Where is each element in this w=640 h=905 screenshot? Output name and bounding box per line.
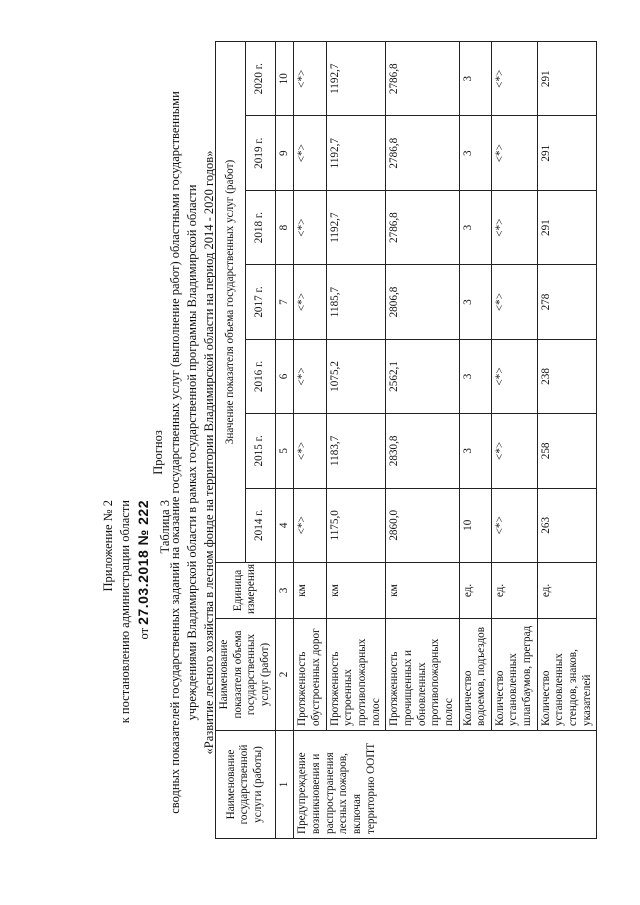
value-cell: 278	[537, 265, 597, 339]
value-cell: 1075,2	[326, 339, 386, 413]
column-number: 9	[275, 116, 294, 190]
indicator-name: Протяженность обустроенных дорог	[294, 619, 326, 731]
appendix-date-prefix: от	[136, 627, 151, 640]
value-cell: 1192,7	[326, 116, 386, 190]
value-cell: <*>	[491, 265, 537, 339]
table-row	[294, 42, 326, 839]
column-number: 10	[275, 42, 294, 116]
value-cell: <*>	[294, 265, 326, 339]
column-number-row	[275, 42, 294, 839]
appendix-date-number: 27.03.2018 № 222	[134, 500, 151, 625]
appendix-line-1: Приложение № 2	[101, 500, 115, 592]
header-values: Значение показателя объема государственных услуг (работ)	[216, 42, 246, 563]
value-cell: 3	[459, 339, 491, 413]
value-cell: 1183,7	[326, 414, 386, 488]
header-service: Наименование государственной услуги (работы)	[216, 731, 276, 839]
value-cell: 2786,8	[386, 190, 459, 264]
indicator-name: Протяженность устроенных противопожарных полос	[326, 619, 386, 731]
column-number: 3	[275, 563, 294, 619]
appendix-line-2: к постановлению администрации области	[117, 500, 132, 724]
value-cell: 3	[459, 42, 491, 116]
indicator-name: Количество установленных шлагбаумов, преград	[491, 619, 537, 731]
value-cell: 3	[459, 116, 491, 190]
unit-cell: ед.	[459, 563, 491, 619]
value-cell: 2786,8	[386, 116, 459, 190]
header-year: 2016 г.	[245, 339, 275, 413]
value-cell: 3	[459, 190, 491, 264]
value-cell: <*>	[491, 42, 537, 116]
column-number: 7	[275, 265, 294, 339]
appendix-block	[100, 500, 153, 723]
title-line-3: учреждениями Владимирской области в рамках государственной программы Владимирской области	[184, 184, 199, 721]
unit-cell: ед.	[537, 563, 597, 619]
title-line-2: сводных показателей государственных заданий на оказание государственных услуг (выполнение работ) областными государственными	[167, 91, 182, 814]
value-cell: <*>	[491, 414, 537, 488]
unit-cell: км	[386, 563, 459, 619]
value-cell: 3	[459, 414, 491, 488]
value-cell: 258	[537, 414, 597, 488]
table-row	[459, 42, 491, 839]
value-cell: 1185,7	[326, 265, 386, 339]
value-cell: <*>	[491, 488, 537, 562]
value-cell: 2860,0	[386, 488, 459, 562]
header-unit: Единица измерения	[216, 563, 276, 619]
value-cell: 291	[537, 116, 597, 190]
table-row	[537, 42, 597, 839]
value-cell: <*>	[294, 414, 326, 488]
service-name: Предупреждение возникновения и распространения лесных пожаров, включая территорию ООПТ	[294, 731, 597, 839]
value-cell: 263	[537, 488, 597, 562]
column-number: 5	[275, 414, 294, 488]
column-number: 2	[275, 619, 294, 731]
table-row	[326, 42, 386, 839]
value-cell: 1192,7	[326, 190, 386, 264]
value-cell: 10	[459, 488, 491, 562]
value-cell: <*>	[491, 339, 537, 413]
header-year: 2017 г.	[245, 265, 275, 339]
indicator-name: Количество водоемов, подъездов	[459, 619, 491, 731]
value-cell: <*>	[294, 339, 326, 413]
column-number: 4	[275, 488, 294, 562]
value-cell: 1192,7	[326, 42, 386, 116]
unit-cell: км	[326, 563, 386, 619]
table-row	[491, 42, 537, 839]
value-cell: 291	[537, 42, 597, 116]
value-cell: <*>	[491, 190, 537, 264]
forecast-table	[215, 41, 597, 839]
indicator-name: Протяженность прочищенных и обновленных противопожарных полос	[386, 619, 459, 731]
column-number: 1	[275, 731, 294, 839]
unit-cell: ед.	[491, 563, 537, 619]
value-cell: 3	[459, 265, 491, 339]
value-cell: 291	[537, 190, 597, 264]
header-year: 2015 г.	[245, 414, 275, 488]
value-cell: <*>	[491, 116, 537, 190]
document-title	[150, 0, 218, 905]
value-cell: <*>	[294, 116, 326, 190]
value-cell: 1175,0	[326, 488, 386, 562]
value-cell: 238	[537, 339, 597, 413]
table-row	[386, 42, 459, 839]
value-cell: 2806,8	[386, 265, 459, 339]
indicator-name: Количество установленных стендов, знаков, указателей	[537, 619, 597, 731]
header-year: 2014 г.	[245, 488, 275, 562]
value-cell: 2830,8	[386, 414, 459, 488]
column-number: 8	[275, 190, 294, 264]
title-line-4: «Развитие лесного хозяйства в лесном фонде на территории Владимирской области на период 2014 - 2020 годов»	[201, 150, 216, 755]
column-number: 6	[275, 339, 294, 413]
value-cell: 2786,8	[386, 42, 459, 116]
table-label: Таблица 3	[158, 500, 172, 554]
value-cell: <*>	[294, 42, 326, 116]
value-cell: <*>	[294, 488, 326, 562]
header-year: 2020 г.	[245, 42, 275, 116]
header-year: 2019 г.	[245, 116, 275, 190]
title-line-1: Прогноз	[151, 430, 165, 475]
value-cell: <*>	[294, 190, 326, 264]
header-indicator: Наименование показателя объема государственных услуг (работ)	[216, 619, 276, 731]
header-year: 2018 г.	[245, 190, 275, 264]
unit-cell: км	[294, 563, 326, 619]
value-cell: 2562,1	[386, 339, 459, 413]
